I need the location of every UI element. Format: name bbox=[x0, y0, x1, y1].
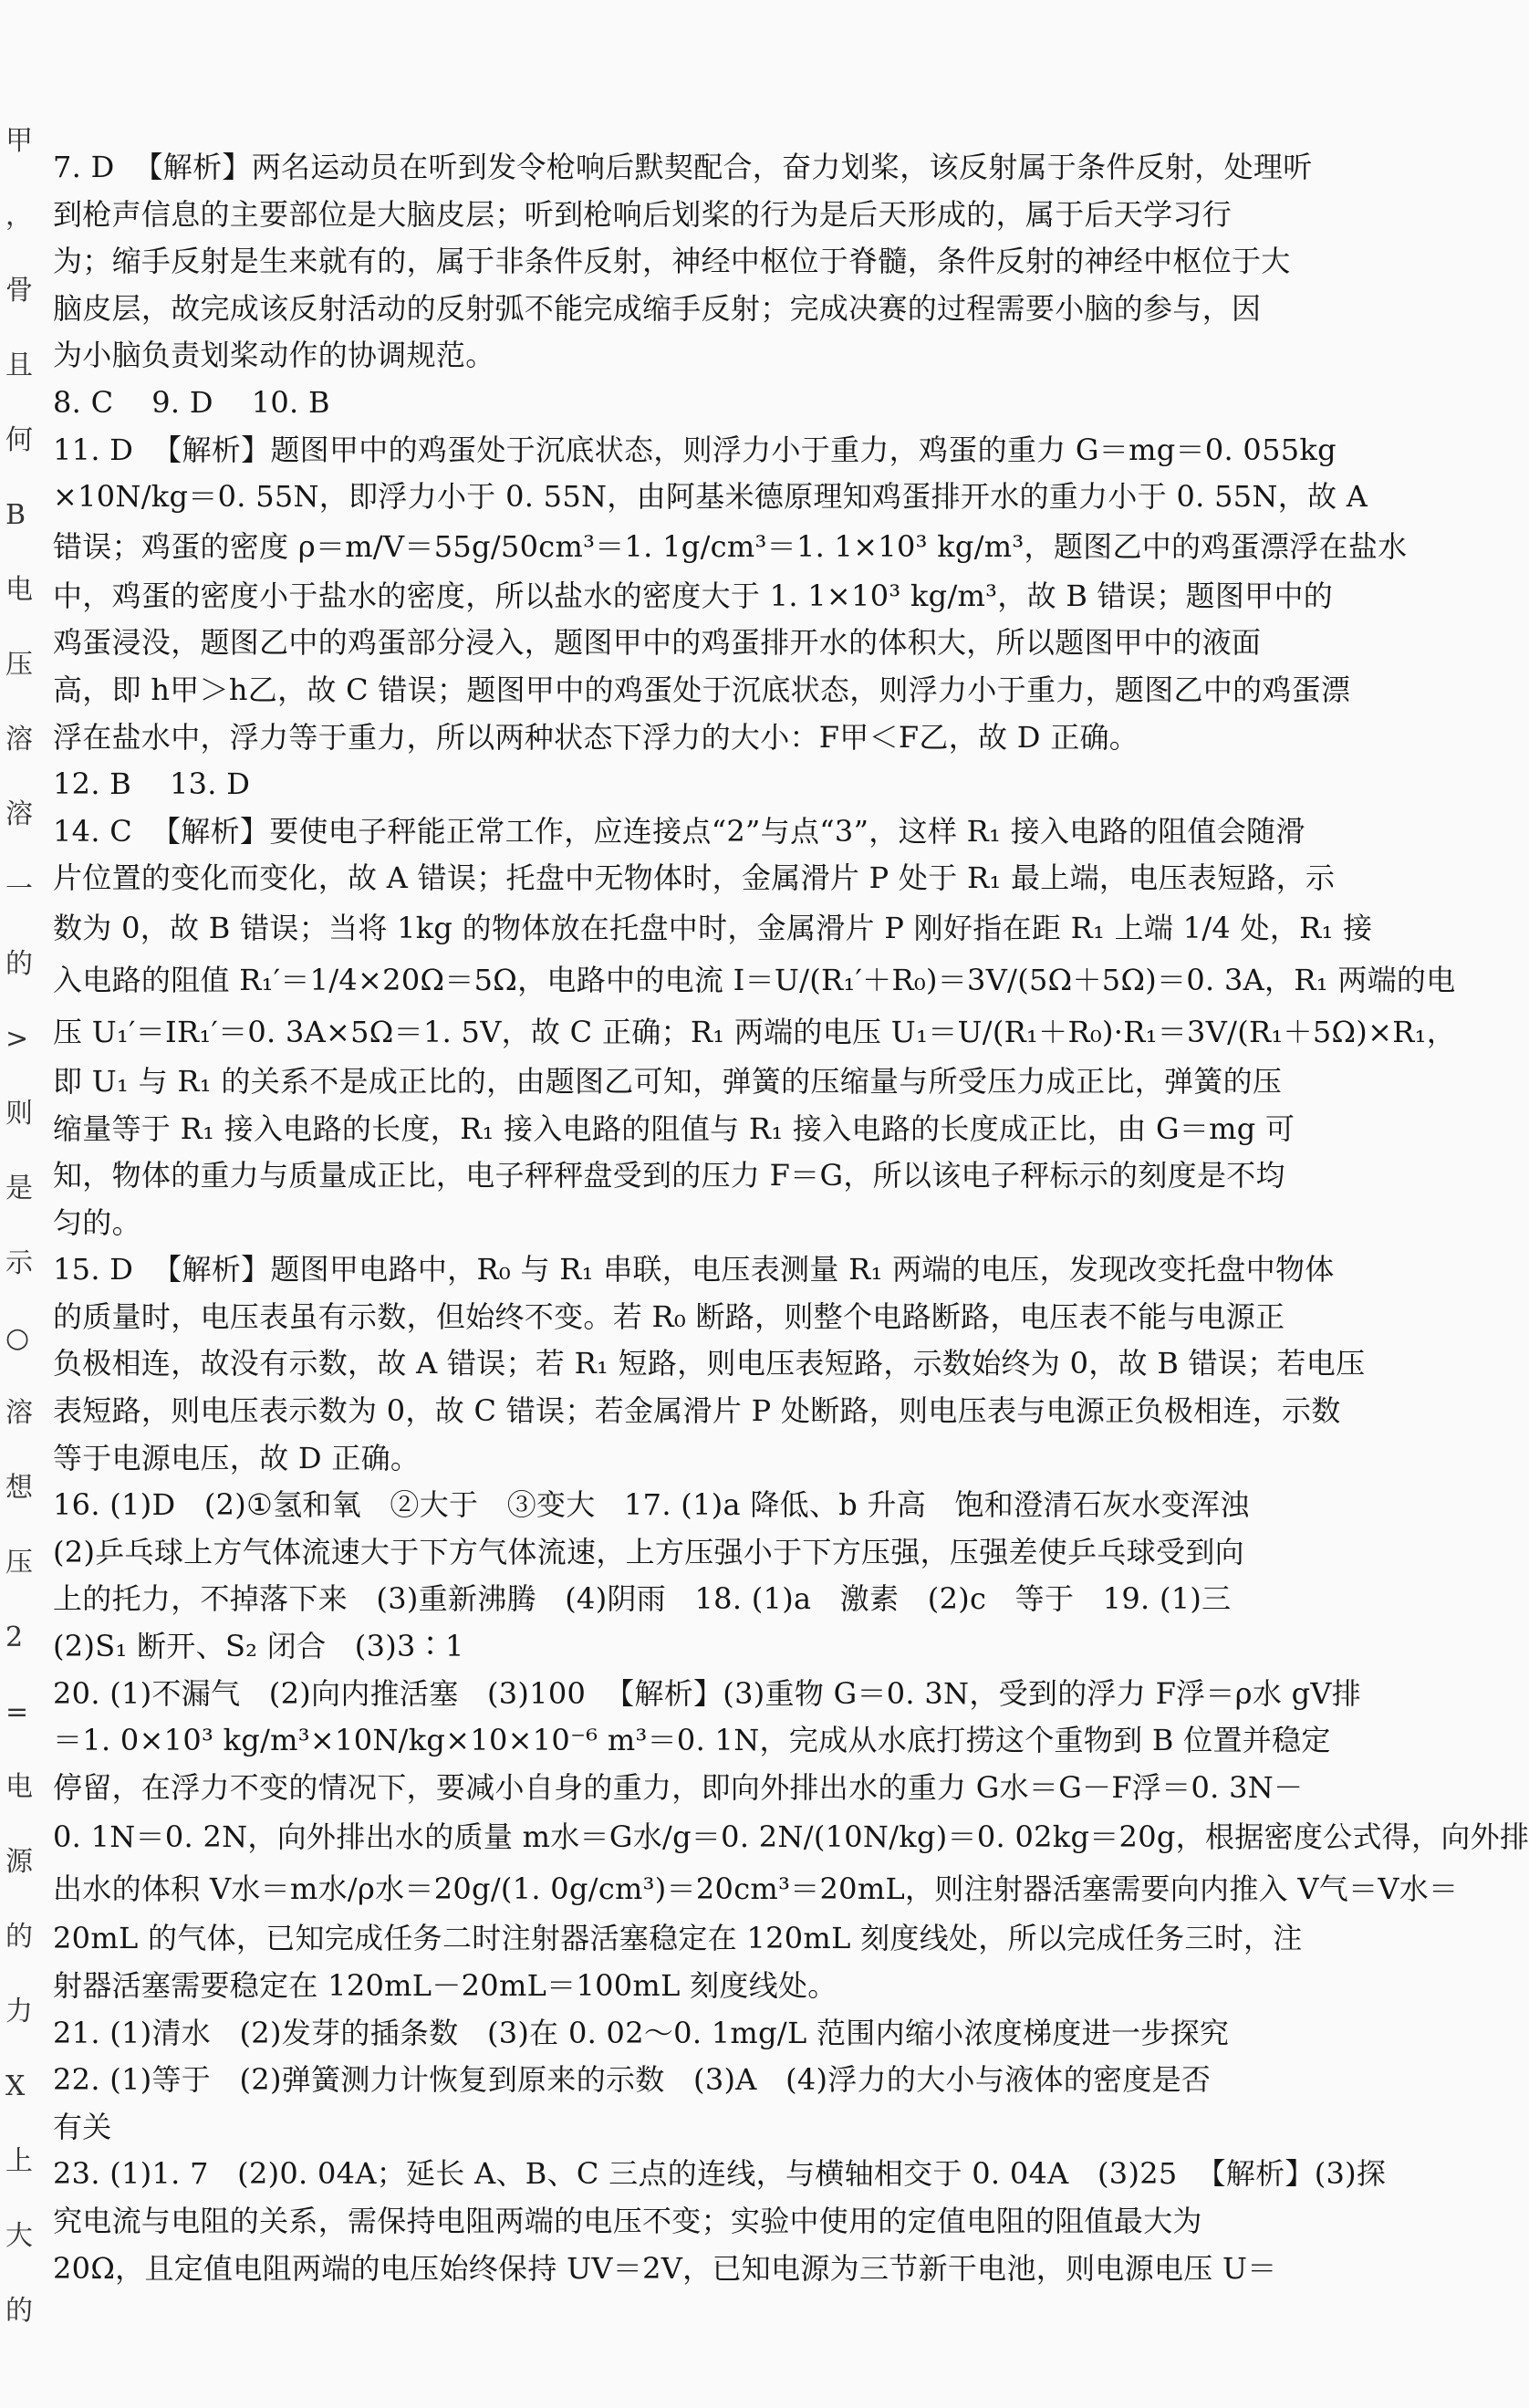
text-line: 14. C 【解析】要使电子秤能正常工作，应连接点“2”与点“3”，这样 R₁ 接入电路的阻值会随滑 bbox=[53, 813, 1305, 849]
margin-char: 溶 bbox=[5, 798, 33, 830]
text-line: (2)乒乓球上方气体流速大于下方气体流速，上方压强小于下方压强，压强差使乒乓球受到向 bbox=[53, 1534, 1244, 1569]
margin-char: = bbox=[5, 1696, 29, 1728]
text-line: 0. 1N＝0. 2N，向外排出水的质量 m水＝G水/g＝0. 2N/(10N/kg)＝0. 02kg＝20g，根据密度公式得，向外排 bbox=[53, 1819, 1529, 1855]
margin-char: ○ bbox=[5, 1322, 30, 1354]
margin-char: B bbox=[5, 499, 26, 531]
text-line: 7. D 【解析】两名运动员在听到发令枪响后默契配合，奋力划桨，该反射属于条件反射，处理听 bbox=[53, 150, 1313, 184]
margin-char: 是 bbox=[5, 1173, 33, 1204]
text-line: 错误；鸡蛋的密度 ρ＝m/V＝55g/50cm³＝1. 1g/cm³＝1. 1×10³ kg/m³，题图乙中的鸡蛋漂浮在盐水 bbox=[53, 528, 1408, 564]
answer-page bbox=[53, 144, 1529, 2292]
text-line: (2)S₁ 断开、S₂ 闭合 (3)3∶1 bbox=[53, 1629, 464, 1664]
text-line: ＝1. 0×10³ kg/m³×10N/kg×10×10⁻⁶ m³＝0. 1N，完成从水底打捞这个重物到 B 位置并稳定 bbox=[53, 1723, 1331, 1758]
margin-char: 电 bbox=[5, 574, 33, 606]
text-line: 20mL 的气体，已知完成任务二时注射器活塞稳定在 120mL 刻度线处，所以完成任务三时，注 bbox=[53, 1921, 1303, 1956]
text-line: 高，即 h甲＞h乙，故 C 错误；题图甲中的鸡蛋处于沉底状态，则浮力小于重力，题图乙中的鸡蛋漂 bbox=[53, 672, 1351, 707]
text-line: 数为 0，故 B 错误；当将 1kg 的物体放在托盘中时，金属滑片 P 刚好指在距 R₁ 上端 1/4 处，R₁ 接 bbox=[53, 910, 1373, 945]
margin-char: 何 bbox=[5, 424, 33, 456]
text-line: 21. (1)清水 (2)发芽的插条数 (3)在 0. 02～0. 1mg/L 范围内缩小浓度梯度进一步探究 bbox=[53, 2015, 1230, 2050]
text-line: 23. (1)1. 7 (2)0. 04A；延长 A、B、C 三点的连线，与横轴相交于 0. 04A (3)25 【解析】(3)探 bbox=[53, 2156, 1387, 2192]
margin-char: 则 bbox=[5, 1098, 33, 1130]
text-line: 为；缩手反射是生来就有的，属于非条件反射，神经中枢位于脊髓，条件反射的神经中枢位于大 bbox=[53, 244, 1291, 279]
margin-char: 源 bbox=[5, 1846, 33, 1878]
margin-char: 压 bbox=[5, 1547, 33, 1579]
margin-char: ⼒ bbox=[5, 1996, 33, 2028]
text-line: 脑皮层，故完成该反射活动的反射弧不能完成缩手反射；完成决赛的过程需要小脑的参与，因 bbox=[53, 290, 1262, 326]
margin-char: X bbox=[5, 2070, 26, 2102]
text-line: 11. D 【解析】题图甲中的鸡蛋处于沉底状态，则浮力小于重力，鸡蛋的重力 G＝mg＝0. 055kg bbox=[53, 432, 1337, 467]
text-line: 表短路，则电压表示数为 0，故 C 错误；若金属滑片 P 处断路，则电压表与电源正负极相连，示数 bbox=[53, 1393, 1341, 1429]
margin-char: 一 bbox=[5, 873, 33, 905]
margin-char: 大 bbox=[5, 2220, 33, 2252]
margin-char: > bbox=[5, 1023, 29, 1055]
text-line: 即 U₁ 与 R₁ 的关系不是成正比的，由题图乙可知，弹簧的压缩量与所受压力成正比，弹簧的压 bbox=[53, 1063, 1283, 1099]
margin-char: 且 bbox=[5, 349, 33, 381]
text-line: 缩量等于 R₁ 接入电路的长度，R₁ 接入电路的阻值与 R₁ 接入电路的长度成正比，由 G＝mg 可 bbox=[53, 1110, 1295, 1146]
text-line: 入电路的阻值 R₁′＝1/4×20Ω＝5Ω，电路中的电流 I＝U/(R₁′＋R₀)＝3V/(5Ω＋5Ω)＝0. 3A，R₁ 两端的电 bbox=[53, 962, 1456, 997]
text-line: 射器活塞需要稳定在 120mL－20mL＝100mL 刻度线处。 bbox=[53, 1968, 837, 2003]
margin-char: 示 bbox=[5, 1247, 33, 1279]
text-line: 停留，在浮力不变的情况下，要减小自身的重力，即向外排出水的重力 G水＝G－F浮＝0. 3N－ bbox=[53, 1769, 1304, 1805]
margin-char: 的 bbox=[5, 948, 33, 980]
text-line: 知，物体的重力与质量成正比，电子秤秤盘受到的压力 F＝G，所以该电子秤标示的刻度是不均 bbox=[53, 1158, 1285, 1194]
text-line: ×10N/kg＝0. 55N，即浮力小于 0. 55N，由阿基米德原理知鸡蛋排开水的重力小于 0. 55N，故 A bbox=[53, 479, 1368, 515]
text-line: 片位置的变化而变化，故 A 错误；托盘中无物体时，金属滑片 P 处于 R₁ 最上端，电压表短路，示 bbox=[53, 860, 1336, 896]
margin-char: 2 bbox=[5, 1621, 24, 1653]
text-line: 有关 bbox=[53, 2109, 112, 2144]
margin-char: 溶 bbox=[5, 1397, 33, 1429]
margin-char: 溶 bbox=[5, 724, 33, 756]
margin-char: 的 bbox=[5, 1921, 33, 1953]
text-line: 的质量时，电压表虽有示数，但始终不变。若 R₀ 断路，则整个电路断路，电压表不能与电源正 bbox=[53, 1298, 1285, 1334]
text-line: 鸡蛋浸没，题图乙中的鸡蛋部分浸入，题图甲中的鸡蛋排开水的体积大，所以题图甲中的液面 bbox=[53, 625, 1262, 661]
text-line: 匀的。 bbox=[53, 1204, 141, 1240]
margin-char: 的 bbox=[5, 2295, 33, 2327]
text-line: 上的托力，不掉落下来 (3)重新沸腾 (4)阴雨 18. (1)a 激素 (2)c 等于 19. (1)三 bbox=[53, 1581, 1232, 1617]
text-line: 出水的体积 V水＝m水/ρ水＝20g/(1. 0g/cm³)＝20cm³＝20mL，则注射器活塞需要向内推入 V气＝V水＝ bbox=[53, 1871, 1459, 1907]
text-line: 等于电源电压，故 D 正确。 bbox=[53, 1440, 421, 1475]
margin-char: 压 bbox=[5, 649, 33, 681]
margin-char: 甲 bbox=[5, 125, 33, 157]
text-line: 15. D 【解析】题图甲电路中，R₀ 与 R₁ 串联，电压表测量 R₁ 两端的电压，发现改变托盘中物体 bbox=[53, 1252, 1335, 1287]
text-line: 到枪声信息的主要部位是大脑皮层；听到枪响后划桨的行为是后天形成的，属于后天学习行 bbox=[53, 196, 1233, 232]
text-line: 浮在盐水中，浮力等于重力，所以两种状态下浮力的大小：F甲＜F乙，故 D 正确。 bbox=[53, 719, 1139, 755]
text-line: 16. (1)D (2)①氢和氧 ②大于 ③变大 17. (1)a 降低、b 升高 饱和澄清石灰水变浑浊 bbox=[53, 1487, 1250, 1523]
text-line: 12. B 13. D bbox=[53, 766, 251, 802]
text-line: 究电流与电阻的关系，需保持电阻两端的电压不变；实验中使用的定值电阻的阻值最大为 bbox=[53, 2203, 1202, 2238]
text-line: 中，鸡蛋的密度小于盐水的密度，所以盐水的密度大于 1. 1×10³ kg/m³，故 B 错误；题图甲中的 bbox=[53, 578, 1334, 613]
text-line: 负极相连，故没有示数，故 A 错误；若 R₁ 短路，则电压表短路，示数始终为 0，故 B 错误；若电压 bbox=[53, 1346, 1366, 1381]
margin-char: ， bbox=[5, 200, 33, 232]
text-line: 20. (1)不漏气 (2)向内推活塞 (3)100 【解析】(3)重物 G＝0. 3N，受到的浮力 F浮＝ρ水 gV排 bbox=[53, 1675, 1362, 1711]
text-line: 22. (1)等于 (2)弹簧测力计恢复到原来的示数 (3)A (4)浮力的大小与液体的密度是否 bbox=[53, 2062, 1212, 2098]
text-line: 20Ω，且定值电阻两端的电压始终保持 UV＝2V，已知电源为三节新干电池，则电源电压 U＝ bbox=[53, 2250, 1277, 2286]
text-line: 压 U₁′＝IR₁′＝0. 3A×5Ω＝1. 5V，故 C 正确；R₁ 两端的电压 U₁＝U/(R₁＋R₀)·R₁＝3V/(R₁＋5Ω)×R₁， bbox=[53, 1014, 1457, 1049]
margin-char: 电 bbox=[5, 1771, 33, 1803]
margin-char: 想 bbox=[5, 1472, 33, 1504]
text-line: 为小脑负责划桨动作的协调规范。 bbox=[53, 338, 495, 373]
text-line: 8. C 9. D 10. B bbox=[53, 384, 330, 420]
margin-char: 上 bbox=[5, 2145, 33, 2177]
margin-char: 骨 bbox=[5, 275, 33, 307]
